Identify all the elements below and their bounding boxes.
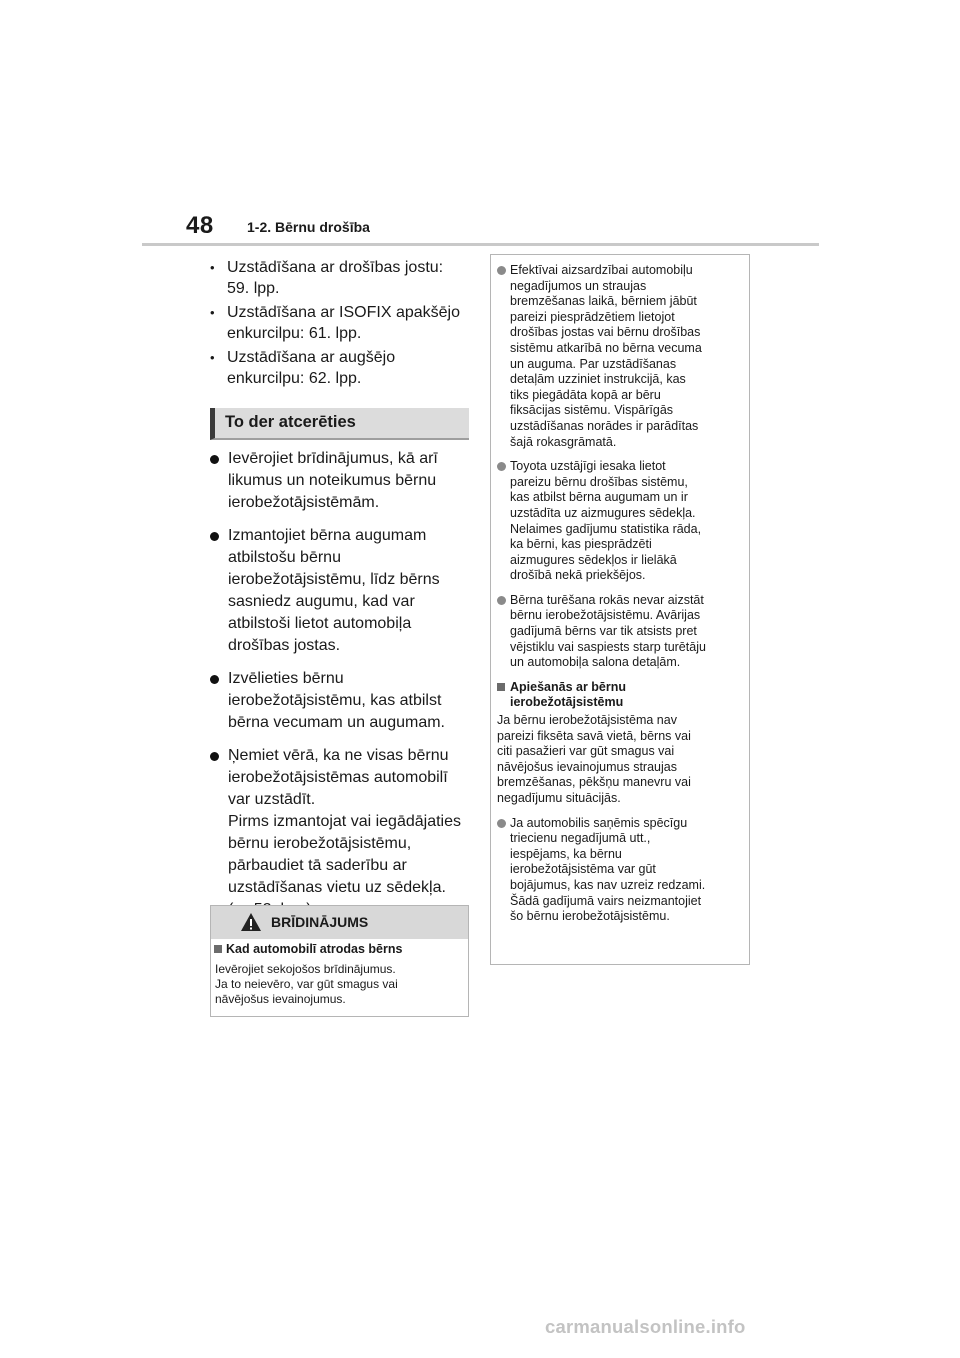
text-line: uzstādīta uz aizmugures sēdekļa.: [510, 505, 696, 520]
text-line: citi pasažieri var gūt smagus vai: [497, 744, 675, 759]
text-line: iespējams, ka bērnu: [510, 846, 622, 861]
text-line: Ievērojiet sekojošos brīdinājumus.: [215, 962, 396, 976]
text-line: bremzēšanas laikā, bērniem jābūt: [510, 294, 697, 309]
text-line: atbilstoši lietot automobiļa: [228, 615, 412, 632]
text-line: Efektīvai aizsardzībai automobiļu: [510, 263, 693, 277]
text-line: kas atbilst bērna augumam un ir: [510, 490, 688, 505]
text-line: un automobiļa salona detaļām.: [510, 655, 681, 670]
text-line: Izvēlieties bērnu: [228, 670, 344, 687]
text-line: ka bērni, kas piesprādzēti: [510, 537, 652, 552]
remember-bullets: [210, 448, 470, 932]
text-line: pareizu bērnu drošības sistēmu,: [510, 474, 688, 489]
text-line: negadījumos un straujas: [510, 278, 647, 293]
warning-text: [215, 962, 463, 1007]
text-line: Toyota uzstājīgi iesaka lietot: [510, 459, 666, 474]
warning-subheading-text: Kad automobilī atrodas bērns: [226, 942, 403, 956]
section-title: 1-2. Bērnu drošība: [247, 219, 370, 235]
watermark: carmanualsonline.info: [545, 1316, 746, 1337]
text-line: • Uzstādīšana ar ISOFIX apakšējo: [227, 304, 460, 321]
text-line: nāvējošus ievainojumus straujas: [497, 759, 677, 774]
list-item: [497, 593, 743, 671]
text-line: bremzēšanas, pēkšņu manevru vai: [497, 775, 691, 790]
text-line: bērna vecumam un augumam.: [228, 714, 445, 731]
text-line: fiksācijas sistēmu. Vispārīgās: [510, 403, 674, 418]
header-rule: [142, 243, 819, 246]
text-line: aizmugures sēdekļos ir lielākā: [510, 552, 677, 567]
text-line: Ja automobilis saņēmis spēcīgu: [510, 815, 688, 830]
text-line: • Uzstādīšana ar augšējo: [227, 349, 396, 366]
page-number: 48: [186, 212, 214, 239]
list-item: [210, 302, 470, 344]
text-line: uzstādīšanas norādes ir parādītas: [510, 418, 699, 433]
info-subheading: [497, 680, 743, 711]
text-line: drošībā nekā priekšējos.: [510, 568, 646, 583]
installation-list: [210, 257, 470, 392]
text-line: un auguma. Par uzstādīšanas: [510, 356, 677, 371]
list-item: [497, 459, 743, 584]
warning-subheading: [214, 942, 402, 956]
text-line: drošības jostas.: [228, 637, 341, 654]
list-item: [210, 257, 470, 299]
text-line: Izmantojiet bērna augumam: [228, 527, 427, 544]
text-line: Šādā gadījumā vairs neizmantojiet: [510, 893, 702, 908]
list-item: [210, 745, 470, 921]
warning-icon: [240, 912, 262, 932]
text-line: Ievērojiet brīdinājumus, kā arī: [228, 450, 438, 467]
text-line: drošības jostas vai bērnu drošības: [510, 325, 701, 340]
list-item: [497, 816, 743, 925]
text-line: • Uzstādīšana ar drošības jostu:: [227, 259, 444, 276]
list-item: [210, 448, 470, 514]
text-line: detaļām uzziniet instrukcijā, kas: [510, 372, 686, 387]
text-line: nāvējošus ievainojumus.: [215, 992, 346, 1006]
warning-header: [211, 906, 468, 939]
text-line: uzstādīšanas vietu uz sēdekļa.: [228, 879, 446, 896]
info-box: [490, 254, 750, 965]
text-line: enkurcilpu: 61. lpp.: [227, 325, 362, 342]
text-line: pareizi fiksēta savā vietā, bērns vai: [497, 728, 691, 743]
text-line: Bērna turēšana rokās nevar aizstāt: [510, 592, 704, 607]
list-item: [210, 668, 470, 734]
text-line: negadījumu situācijās.: [497, 791, 621, 805]
warning-box: [210, 905, 469, 1017]
text-line: Apiešanās ar bērnu: [510, 679, 627, 694]
list-item: [497, 263, 743, 450]
info-list-a: [497, 263, 743, 671]
text-line: bērnu ierobežotājsistēmu,: [228, 835, 412, 852]
text-line: var uzstādīt.: [228, 791, 316, 808]
text-line: sasniedz augumu, kad var: [228, 593, 415, 610]
list-item: [210, 347, 470, 389]
text-line: vējstiklu vai saspiests starp turētāju: [510, 639, 706, 654]
text-line: pārbaudiet tā saderību ar: [228, 857, 407, 874]
info-list-b: [497, 816, 743, 925]
list-item: [210, 525, 470, 657]
text-line: Nelaimes gadījumu statistika rāda,: [510, 521, 702, 536]
text-line: ierobežotājsistēmu: [510, 695, 624, 710]
text-line: 59. lpp.: [227, 280, 280, 297]
text-line: triecienu negadījumā utt.,: [510, 831, 651, 846]
square-bullet-icon: [214, 945, 222, 953]
text-line: atbilstošu bērnu: [228, 549, 341, 566]
text-line: ierobežotājsistēmām.: [228, 494, 380, 511]
text-line: ierobežotājsistēma var gūt: [510, 862, 656, 877]
text-line: bojājumus, kas nav uzreiz redzami.: [510, 877, 706, 892]
text-line: šajā rokasgrāmatā.: [510, 434, 617, 449]
warning-title: BRĪDINĀJUMS: [271, 914, 369, 930]
text-line: pareizi piesprādzētiem lietojot: [510, 309, 675, 324]
text-line: ierobežotājsistēmu, kas atbilst: [228, 692, 442, 709]
remember-heading-box: [210, 408, 469, 440]
text-line: sistēmu atkarībā no bērna vecuma: [510, 340, 702, 355]
text-line: Ņemiet vērā, ka ne visas bērnu: [228, 747, 449, 764]
text-line: gadījumā bērns var tik atsists pret: [510, 624, 697, 639]
text-line: Pirms izmantojat vai iegādājaties: [228, 813, 461, 830]
text-line: ierobežotājsistēmas automobilī: [228, 769, 448, 786]
info-paragraph: [497, 713, 743, 807]
info-box-content: [497, 263, 743, 934]
text-line: likumus un noteikumus bērnu: [228, 472, 437, 489]
text-line: bērnu ierobežotājsistēmu. Avārijas: [510, 608, 701, 623]
remember-title: To der atcerēties: [225, 413, 356, 431]
text-line: tiks piegādāta kopā ar bēru: [510, 387, 661, 402]
text-line: Ja to neievēro, var gūt smagus vai: [215, 977, 398, 991]
text-line: šo bērnu ierobežotājsistēmu.: [510, 909, 670, 924]
text-line: ierobežotājsistēmu, līdz bērns: [228, 571, 440, 588]
text-line: enkurcilpu: 62. lpp.: [227, 370, 362, 387]
text-line: Ja bērnu ierobežotājsistēma nav: [497, 713, 677, 728]
